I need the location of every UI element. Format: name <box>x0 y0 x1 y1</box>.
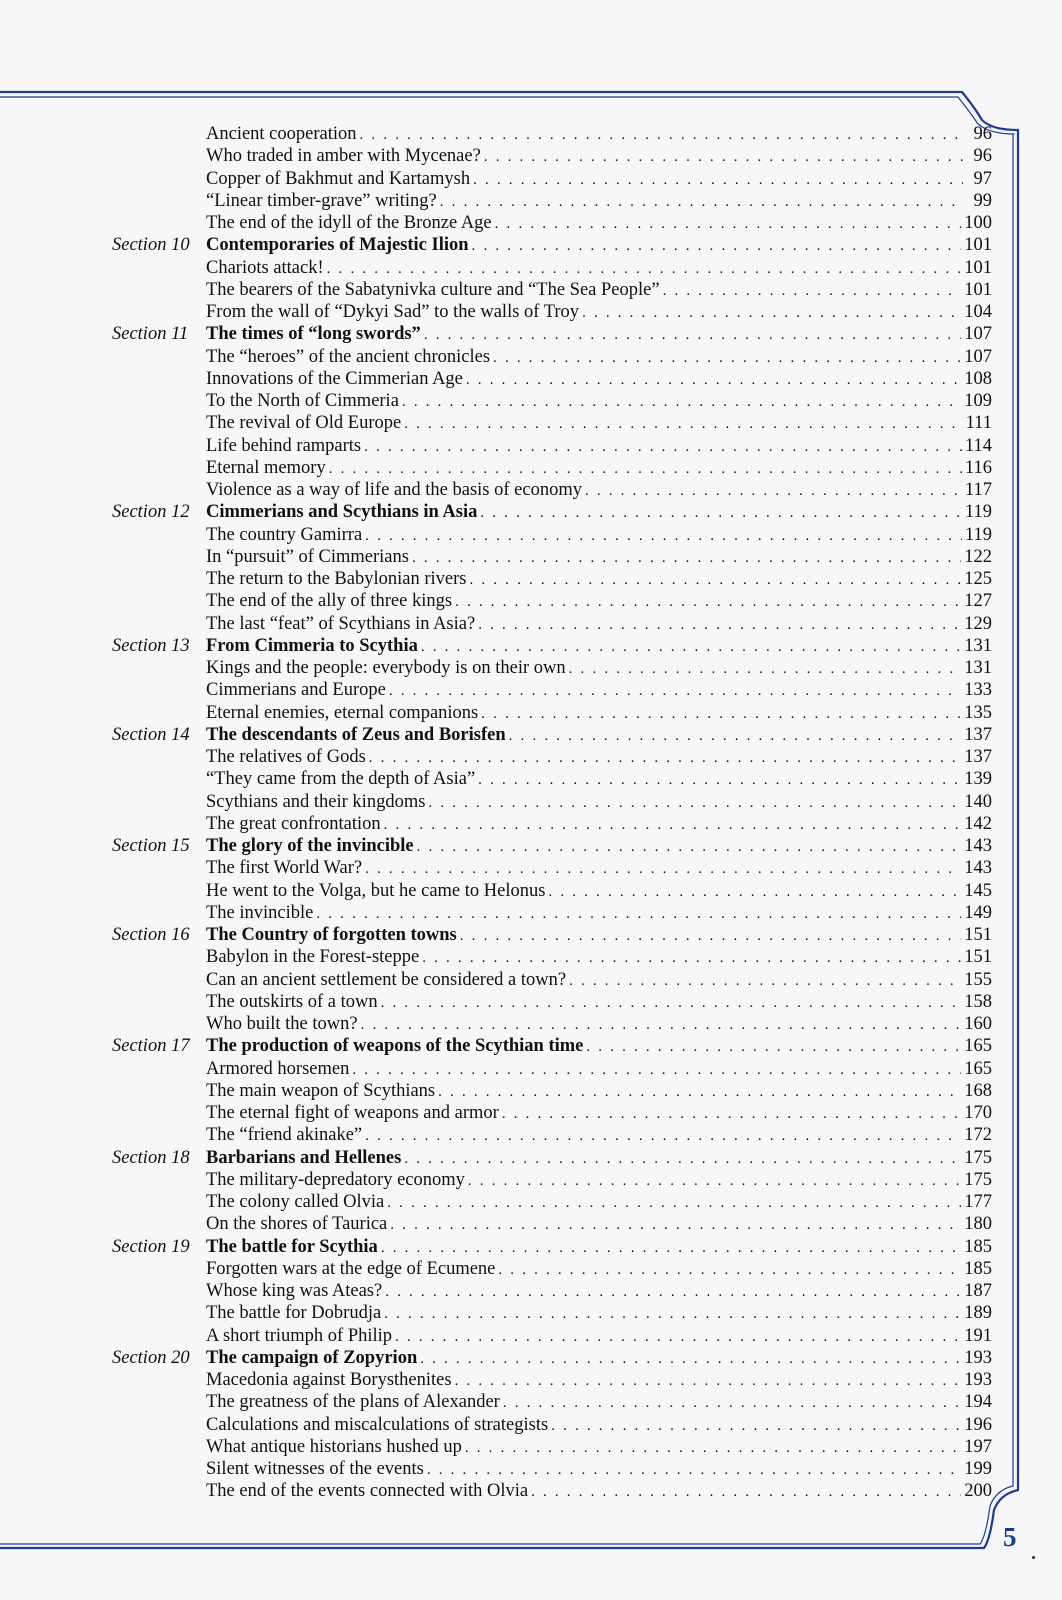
dot-leader <box>420 1348 961 1370</box>
toc-entry-title: “They came from the depth of Asia” <box>206 769 476 790</box>
toc-entry-page: 111 <box>965 413 992 434</box>
dot-leader <box>468 1170 961 1192</box>
toc-entry-page: 165 <box>964 1036 992 1057</box>
toc-entry-page: 101 <box>964 257 992 278</box>
toc-entry-row[interactable] <box>112 479 992 501</box>
toc-entry-row[interactable] <box>112 524 992 546</box>
dot-leader <box>582 302 961 324</box>
toc-entry-page: 193 <box>964 1370 992 1390</box>
toc-entry-title: The relatives of Gods <box>206 747 366 767</box>
toc-entry-title: The first World War? <box>206 858 363 879</box>
dot-leader <box>551 1415 961 1437</box>
section-label: Section 11 <box>112 324 189 345</box>
toc-entry-page: 135 <box>964 702 992 723</box>
toc-entry-page: 175 <box>964 1147 992 1168</box>
toc-section-row[interactable] <box>112 724 992 746</box>
toc-entry-row[interactable] <box>112 257 992 279</box>
toc-entry-page: 101 <box>964 235 992 256</box>
dot-leader <box>466 369 961 391</box>
toc-entry-page: 193 <box>964 1347 992 1368</box>
toc-entry-page: 133 <box>964 680 992 701</box>
toc-entry-row[interactable] <box>112 590 992 612</box>
toc-entry-title: The military-depredatory economy <box>206 1169 465 1190</box>
toc-entry-page: 170 <box>964 1103 992 1123</box>
dot-leader <box>327 258 962 280</box>
dot-leader <box>402 391 961 413</box>
toc-entry-page: 137 <box>964 747 992 767</box>
section-label: Section 12 <box>112 502 190 523</box>
toc-entry-row[interactable] <box>112 1191 992 1213</box>
dot-leader <box>422 947 961 969</box>
toc-entry-title: The descendants of Zeus and Borisfen <box>206 724 506 745</box>
toc-entry-title: The great confrontation <box>206 813 381 834</box>
toc-section-row[interactable] <box>112 635 992 657</box>
dot-leader <box>316 903 961 925</box>
toc-entry-row[interactable] <box>112 1391 992 1413</box>
dot-leader <box>484 146 963 168</box>
toc-entry-page: 185 <box>964 1258 992 1279</box>
toc-entry-row[interactable] <box>112 212 992 234</box>
toc-entry-row[interactable] <box>112 1080 992 1102</box>
toc-entry-row[interactable] <box>112 702 992 724</box>
toc-entry-title: From the wall of “Dykyi Sad” to the walls of Troy <box>206 302 580 322</box>
toc-entry-row[interactable] <box>112 1414 992 1436</box>
dot-leader <box>404 1148 961 1170</box>
toc-section-row[interactable] <box>112 323 992 345</box>
toc-entry-row[interactable] <box>112 613 992 635</box>
section-label: Section 15 <box>112 836 190 856</box>
toc-entry-row[interactable] <box>112 412 992 434</box>
toc-entry-page: 101 <box>964 279 992 300</box>
toc-entry-page: 187 <box>964 1281 992 1301</box>
toc-entry-row[interactable] <box>112 1369 992 1391</box>
toc-entry-title: The glory of the invincible <box>206 836 414 856</box>
toc-entry-title: The “heroes” of the ancient chronicles <box>206 346 491 367</box>
toc-entry-title: Calculations and miscalculations of strategists <box>206 1414 549 1435</box>
toc-entry-page: 142 <box>964 813 992 834</box>
toc-entry-title: Barbarians and Hellenes <box>206 1147 402 1168</box>
toc-entry-page: 99 <box>973 190 992 211</box>
dot-leader <box>548 881 961 903</box>
toc-entry-page: 177 <box>964 1192 992 1212</box>
toc-entry-page: 139 <box>964 769 992 790</box>
toc-entry-page: 116 <box>964 457 992 478</box>
toc-entry-page: 131 <box>964 635 992 656</box>
toc-entry-page: 107 <box>964 324 992 345</box>
toc-entry-title: Cimmerians and Scythians in Asia <box>206 502 478 523</box>
dot-leader <box>478 614 961 636</box>
toc-entry-row[interactable] <box>112 568 992 590</box>
dot-leader <box>387 1192 961 1214</box>
toc-entry-title: Chariots attack! <box>206 257 324 278</box>
toc-entry-page: 172 <box>964 1125 992 1146</box>
dot-leader <box>417 836 962 858</box>
dot-leader <box>360 124 963 146</box>
toc-entry-page: 107 <box>964 346 992 367</box>
toc-entry-row[interactable] <box>112 813 992 835</box>
toc-entry-page: 97 <box>973 168 992 189</box>
dot-leader <box>465 1437 961 1459</box>
toc-entry-title: Ancient cooperation <box>206 124 357 144</box>
toc-entry-title: The campaign of Zopyrion <box>206 1347 418 1368</box>
toc-entry-row[interactable] <box>112 1325 992 1347</box>
toc-entry-title: Kings and the people: everybody is on their own <box>206 658 566 678</box>
toc-entry-page: 199 <box>964 1459 992 1479</box>
toc-entry-title: Can an ancient settlement be considered a town? <box>206 969 567 990</box>
dot-leader <box>569 658 962 680</box>
toc-entry-title: The production of weapons of the Scythian time <box>206 1036 584 1057</box>
dot-leader <box>438 1081 961 1103</box>
toc-entry-page: 143 <box>964 858 992 879</box>
stray-dot <box>1032 1556 1035 1559</box>
dot-leader <box>421 636 961 658</box>
toc-entry-page: 197 <box>964 1436 992 1457</box>
toc-entry-title: The colony called Olvia <box>206 1192 385 1212</box>
toc-entry-title: The Country of forgotten towns <box>206 925 457 945</box>
dot-leader <box>365 1125 961 1147</box>
toc-entry-title: The “friend akinake” <box>206 1125 363 1146</box>
toc-entry-page: 194 <box>964 1392 992 1413</box>
section-label: Section 17 <box>112 1036 190 1057</box>
toc-entry-page: 175 <box>964 1169 992 1190</box>
toc-entry-row[interactable] <box>112 145 992 167</box>
dot-leader <box>440 191 963 213</box>
toc-section-row[interactable] <box>112 234 992 256</box>
toc-entry-row[interactable] <box>112 746 992 768</box>
toc-entry-row[interactable] <box>112 679 992 701</box>
dot-leader <box>460 925 961 947</box>
toc-entry-page: 117 <box>964 480 992 500</box>
toc-entry-title: Eternal enemies, eternal companions <box>206 702 479 723</box>
section-label: Section 20 <box>112 1347 190 1368</box>
toc-entry-row[interactable] <box>112 279 992 301</box>
toc-entry-row[interactable] <box>112 546 992 568</box>
section-label: Section 10 <box>112 235 190 256</box>
toc-entry-page: 180 <box>964 1214 992 1235</box>
dot-leader <box>509 725 962 747</box>
toc-entry-row[interactable] <box>112 1302 992 1324</box>
dot-leader <box>481 703 961 725</box>
toc-entry-row[interactable] <box>112 1058 992 1080</box>
toc-entry-title: Innovations of the Cimmerian Age <box>206 368 463 389</box>
toc-entry-title: He went to the Volga, but he came to Helonus <box>206 880 546 901</box>
toc-entry-row[interactable] <box>112 1436 992 1458</box>
section-label: Section 19 <box>112 1236 190 1257</box>
toc-entry-page: 96 <box>973 146 992 167</box>
toc-entry-title: From Cimmeria to Scythia <box>206 635 418 656</box>
toc-entry-row[interactable] <box>112 1280 992 1302</box>
dot-leader <box>395 1326 961 1348</box>
toc-entry-title: The greatness of the plans of Alexander <box>206 1392 500 1413</box>
toc-entry-page: 122 <box>964 546 992 567</box>
dot-leader <box>424 324 961 346</box>
toc-section-row[interactable] <box>112 1347 992 1369</box>
toc-entry-row[interactable] <box>112 368 992 390</box>
toc-section-row[interactable] <box>112 1236 992 1258</box>
dot-leader <box>455 591 961 613</box>
dot-leader <box>381 1237 961 1259</box>
toc-entry-title: Whose king was Ateas? <box>206 1281 383 1301</box>
page-number: 5 <box>1003 1522 1017 1552</box>
dot-leader <box>493 347 961 369</box>
dot-leader <box>381 992 962 1014</box>
toc-section-row[interactable] <box>112 1035 992 1057</box>
toc-entry-row[interactable] <box>112 1480 992 1502</box>
toc-entry-title: In “pursuit” of Cimmerians <box>206 546 409 567</box>
toc-entry-title: Armored horsemen <box>206 1058 350 1079</box>
toc-entry-row[interactable] <box>112 1124 992 1146</box>
toc-entry-page: 155 <box>964 969 992 990</box>
toc-entry-row[interactable] <box>112 880 992 902</box>
toc-entry-title: The battle for Dobrudja <box>206 1303 382 1324</box>
dot-leader <box>361 1014 962 1036</box>
toc-entry-title: Who built the town? <box>206 1014 358 1034</box>
toc-entry-page: 119 <box>964 502 992 523</box>
toc-entry-page: 145 <box>964 880 992 901</box>
toc-entry-page: 100 <box>964 213 992 233</box>
toc-entry-row[interactable] <box>112 390 992 412</box>
toc-entry-title: On the shores of Taurica <box>206 1214 388 1235</box>
toc-entry-title: The outskirts of a town <box>206 991 378 1012</box>
toc-entry-page: 137 <box>964 724 992 745</box>
toc-entry-row[interactable] <box>112 190 992 212</box>
toc-entry-title: Life behind ramparts <box>206 435 362 456</box>
toc-entry-title: The end of the ally of three kings <box>206 591 453 612</box>
toc-entry-title: The invincible <box>206 902 314 923</box>
toc-entry-page: 189 <box>964 1303 992 1324</box>
toc-entry-row[interactable] <box>112 123 992 145</box>
toc-entry-page: 108 <box>964 368 992 389</box>
toc-entry-row[interactable] <box>112 435 992 457</box>
dot-leader <box>384 814 962 836</box>
dot-leader <box>329 458 962 480</box>
toc-entry-title: Forgotten wars at the edge of Ecumene <box>206 1258 496 1279</box>
toc-entry-title: Contemporaries of Majestic Ilion <box>206 235 469 256</box>
toc-entry-row[interactable] <box>112 457 992 479</box>
toc-entry-page: 114 <box>964 435 992 456</box>
toc-entry-row[interactable] <box>112 301 992 323</box>
toc-entry-row[interactable] <box>112 946 992 968</box>
toc-entry-title: The revival of Old Europe <box>206 413 402 434</box>
dot-leader <box>473 169 963 191</box>
dot-leader <box>480 502 962 524</box>
dot-leader <box>585 480 962 502</box>
toc-entry-title: The main weapon of Scythians <box>206 1080 436 1101</box>
toc-entry-row[interactable] <box>112 969 992 991</box>
toc-entry-row[interactable] <box>112 168 992 190</box>
dot-leader <box>663 280 962 302</box>
dot-leader <box>455 1370 962 1392</box>
dot-leader <box>384 1303 961 1325</box>
toc-entry-page: 127 <box>964 591 992 612</box>
dot-leader <box>404 413 962 435</box>
toc-entry-row[interactable] <box>112 791 992 813</box>
dot-leader <box>469 569 961 591</box>
toc-entry-row[interactable] <box>112 346 992 368</box>
toc-entry-page: 104 <box>964 302 992 322</box>
dot-leader <box>503 1392 961 1414</box>
toc-section-row[interactable] <box>112 835 992 857</box>
toc-entry-title: Silent witnesses of the events <box>206 1459 424 1479</box>
toc-entry-page: 168 <box>964 1080 992 1101</box>
toc-entry-page: 158 <box>964 991 992 1012</box>
section-label: Section 16 <box>112 925 190 945</box>
dot-leader <box>364 436 962 458</box>
toc-entry-page: 151 <box>964 947 992 968</box>
toc-section-row[interactable] <box>112 501 992 523</box>
toc-entry-title: Babylon in the Forest-steppe <box>206 947 420 968</box>
toc-entry-title: To the North of Cimmeria <box>206 391 399 411</box>
toc-entry-title: The end of the idyll of the Bronze Age <box>206 213 492 233</box>
toc-entry-page: 96 <box>973 124 992 144</box>
toc-entry-title: Eternal memory <box>206 457 326 478</box>
toc-entry-page: 109 <box>964 391 992 411</box>
dot-leader <box>495 213 962 235</box>
dot-leader <box>428 792 961 814</box>
dot-leader <box>427 1459 961 1481</box>
toc-entry-title: The end of the events connected with Olvia <box>206 1481 529 1502</box>
dot-leader <box>390 1214 961 1236</box>
toc-section-row[interactable] <box>112 924 992 946</box>
toc-entry-row[interactable] <box>112 1169 992 1191</box>
toc-entry-title: Cimmerians and Europe <box>206 680 386 701</box>
toc-entry-title: The return to the Babylonian rivers <box>206 569 467 589</box>
toc-entry-title: The battle for Scythia <box>206 1236 378 1257</box>
toc-entry-page: 151 <box>964 925 992 945</box>
toc-entry-title: The eternal fight of weapons and armor <box>206 1103 499 1123</box>
dot-leader <box>498 1259 961 1281</box>
toc-entry-page: 185 <box>964 1236 992 1257</box>
toc-section-row[interactable] <box>112 1147 992 1169</box>
dot-leader <box>352 1059 961 1081</box>
dot-leader <box>472 235 962 257</box>
toc-entry-title: A short triumph of Philip <box>206 1325 393 1346</box>
toc-entry-row[interactable] <box>112 768 992 790</box>
dot-leader <box>502 1103 961 1125</box>
toc-entry-page: 149 <box>964 902 992 923</box>
toc-entry-page: 125 <box>964 569 992 589</box>
dot-leader <box>369 747 961 769</box>
section-label: Section 18 <box>112 1147 190 1168</box>
toc-entry-row[interactable] <box>112 902 992 924</box>
toc-entry-row[interactable] <box>112 1213 992 1235</box>
toc-entry-title: Macedonia against Borysthenites <box>206 1370 452 1390</box>
dot-leader <box>586 1036 961 1058</box>
toc-entry-title: Scythians and their kingdoms <box>206 791 426 812</box>
section-label: Section 13 <box>112 635 190 656</box>
toc-entry-page: 191 <box>964 1325 992 1346</box>
toc-entry-title: Who traded in amber with Mycenae? <box>206 146 481 167</box>
toc-entry-title: The times of “long swords” <box>206 324 421 345</box>
toc-entry-page: 165 <box>964 1058 992 1079</box>
toc-entry-page: 143 <box>964 836 992 856</box>
toc-entry-page: 129 <box>964 613 992 634</box>
toc-entry-page: 160 <box>964 1014 992 1034</box>
dot-leader <box>389 680 961 702</box>
dot-leader <box>365 858 961 880</box>
dot-leader <box>365 525 962 547</box>
toc-entry-title: Violence as a way of life and the basis of economy <box>206 480 582 500</box>
toc-entry-title: What antique historians hushed up <box>206 1436 462 1457</box>
dot-leader <box>478 769 961 791</box>
toc-entry-title: The bearers of the Sabatynivka culture and “The Sea People” <box>206 279 660 300</box>
toc-entry-row[interactable] <box>112 1458 992 1480</box>
toc-entry-title: “Linear timber-grave” writing? <box>206 190 437 211</box>
dot-leader <box>412 547 961 569</box>
dot-leader <box>569 970 961 992</box>
section-label: Section 14 <box>112 724 190 745</box>
toc-entry-row[interactable] <box>112 1013 992 1035</box>
toc-entry-title: The last “feat” of Scythians in Asia? <box>206 613 476 634</box>
toc-entry-page: 140 <box>964 791 992 812</box>
toc-entry-row[interactable] <box>112 857 992 879</box>
toc-entry-page: 200 <box>964 1481 992 1502</box>
toc-entry-row[interactable] <box>112 657 992 679</box>
toc-entry-page: 196 <box>964 1414 992 1435</box>
toc-entry-title: Copper of Bakhmut and Kartamysh <box>206 168 471 189</box>
dot-leader <box>385 1281 961 1303</box>
dot-leader <box>531 1481 961 1503</box>
toc-entry-page: 131 <box>964 658 992 678</box>
toc-entry-title: The country Gamirra <box>206 524 363 545</box>
toc-entry-row[interactable] <box>112 1258 992 1280</box>
toc-entry-page: 119 <box>964 524 992 545</box>
toc-entry-row[interactable] <box>112 991 992 1013</box>
toc-entry-row[interactable] <box>112 1102 992 1124</box>
table-of-contents <box>112 123 992 1503</box>
